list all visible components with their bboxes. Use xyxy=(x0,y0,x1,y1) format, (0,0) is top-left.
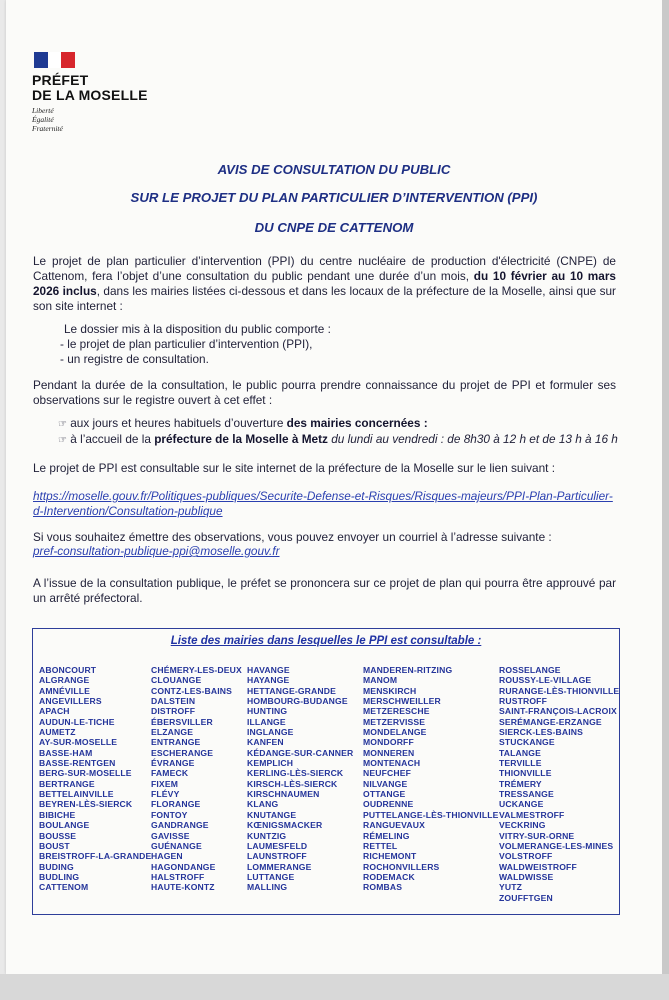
mairie-item: BOUST xyxy=(39,840,70,851)
mairies-column-5 xyxy=(499,665,619,903)
mairie-item: ALGRANGE xyxy=(39,675,90,686)
mairie-item: FIXEM xyxy=(151,778,179,789)
mairie-item: ÉVRANGE xyxy=(151,758,195,769)
mairie-item: LUTTANGE xyxy=(247,871,295,882)
mairie-item: HUNTING xyxy=(247,706,288,717)
mairie-item: BETTELAINVILLE xyxy=(39,789,114,800)
mairie-item: KUNTZIG xyxy=(247,830,287,841)
mairie-item: CATTENOM xyxy=(39,882,89,893)
mairie-item: ROCHONVILLERS xyxy=(363,861,440,872)
logo-title: PRÉFET DE LA MOSELLE xyxy=(32,72,148,103)
mairie-item: TERVILLE xyxy=(499,758,542,769)
mairie-item: TRESSANGE xyxy=(499,789,554,800)
mairie-item: MONDORFF xyxy=(363,737,414,748)
background-strip xyxy=(0,974,669,1000)
mairie-item: THIONVILLE xyxy=(499,768,552,779)
mairie-item: GAVISSE xyxy=(151,830,190,841)
mairie-item: KŒNIGSMACKER xyxy=(247,820,323,831)
mairie-item: METZERVISSE xyxy=(363,716,426,727)
mairie-item: DISTROFF xyxy=(151,706,196,717)
mairie-item: SAINT-FRANÇOIS-LACROIX xyxy=(499,706,617,717)
mairie-item: BUDING xyxy=(39,861,74,872)
mairie-item: FLÉVY xyxy=(151,789,180,800)
mairie-item: WALDWEISTROFF xyxy=(499,861,577,872)
mairies-list-box xyxy=(32,628,620,915)
mairie-item: KÉDANGE-SUR-CANNER xyxy=(247,747,354,758)
mairie-item: INGLANGE xyxy=(247,727,294,738)
mairie-item: ENTRANGE xyxy=(151,737,201,748)
mairie-item: ILLANGE xyxy=(247,716,286,727)
dossier-block: Le dossier mis à la disposition du public comporte : - le projet de plan particulier d’intervention (PPI), - un registre de consultation. xyxy=(60,322,331,366)
prefecture-logo xyxy=(32,52,148,133)
website-link[interactable]: https://moselle.gouv.fr/Politiques-publiques/Securite-Defense-et-Risques/Risques-majeurs/PPI-Plan-Particulier- d-Intervention/Consultation-publique xyxy=(33,489,613,518)
mairie-item: GUÉNANGE xyxy=(151,840,202,851)
conclusion-paragraph: A l’issue de la consultation publique, le préfet se prononcera sur ce projet de plan qui pourra être approuvé par un arrêté préfectoral. xyxy=(33,576,616,605)
mairie-item: NILVANGE xyxy=(363,778,408,789)
mairie-item: TRÉMERY xyxy=(499,778,542,789)
mairie-item: PUTTELANGE-LÈS-THIONVILLE xyxy=(363,809,499,820)
mairie-item: YUTZ xyxy=(499,882,523,893)
mairies-column-4 xyxy=(363,665,499,893)
mairie-item: CONTZ-LES-BAINS xyxy=(151,685,233,696)
mairie-item: AY-SUR-MOSELLE xyxy=(39,737,118,748)
pointing-hand-icon: ☞ xyxy=(58,435,67,446)
mairie-item: MALLING xyxy=(247,882,288,893)
mairie-item: RICHEMONT xyxy=(363,851,417,862)
mairie-item: MONDELANGE xyxy=(363,727,427,738)
mairie-item: WALDWISSE xyxy=(499,871,554,882)
title-line-1: AVIS DE CONSULTATION DU PUBLIC xyxy=(217,162,451,177)
mairie-item: UCKANGE xyxy=(499,799,544,810)
mairie-item: VECKRING xyxy=(499,820,546,831)
mairies-column-1 xyxy=(39,665,151,893)
mairie-item: KNUTANGE xyxy=(247,809,297,820)
mairie-item: MANOM xyxy=(363,675,398,686)
mairie-item: RODEMACK xyxy=(363,871,415,882)
page-edge xyxy=(662,0,669,1000)
mairie-item: HAVANGE xyxy=(247,665,290,675)
consultation-paragraph: Pendant la durée de la consultation, le public pourra prendre connaissance du projet de PPI et formuler ses observations sur le registre ouvert à cet effet : xyxy=(33,378,616,407)
mairie-item: ELZANGE xyxy=(151,727,194,738)
mairie-item: DALSTEIN xyxy=(151,696,196,707)
email-link[interactable]: pref-consultation-publique-ppi@moselle.gouv.fr xyxy=(33,544,280,558)
mairie-item: KIRSCHNAUMEN xyxy=(247,789,320,800)
mairie-item: LOMMERANGE xyxy=(247,861,312,872)
mairie-item: RUSTROFF xyxy=(499,696,547,707)
mairie-item: LAUNSTROFF xyxy=(247,851,307,862)
mairie-item: SIERCK-LES-BAINS xyxy=(499,727,584,738)
mairies-column-3 xyxy=(247,665,353,893)
mairies-list-title: Liste des mairies dans lesquelles le PPI est consultable : xyxy=(170,635,482,647)
mairie-item: KANFEN xyxy=(247,737,284,748)
mairie-item: BOUSSE xyxy=(39,830,77,841)
mairie-item: GANDRANGE xyxy=(151,820,209,831)
mairie-item: KEMPLICH xyxy=(247,758,294,769)
website-paragraph: Le projet de PPI est consultable sur le site internet de la préfecture de la Moselle sur le lien suivant : xyxy=(33,461,555,475)
mairie-item: NEUFCHEF xyxy=(363,768,411,779)
mairie-item: STUCKANGE xyxy=(499,737,555,748)
mairie-item: ANGEVILLERS xyxy=(39,696,102,707)
bullet-mairies: ☞ aux jours et heures habituels d’ouverture des mairies concernées : xyxy=(58,416,428,430)
email-paragraph: Si vous souhaitez émettre des observations, vous pouvez envoyer un courriel à l’adresse suivante : xyxy=(33,530,552,544)
mairie-item: ROSSELANGE xyxy=(499,665,561,675)
mairie-item: KERLING-LÈS-SIERCK xyxy=(247,768,344,779)
mairie-item: BREISTROFF-LA-GRANDE xyxy=(39,851,152,862)
mairie-item: AMNÉVILLE xyxy=(39,685,91,696)
mairie-item: BIBICHE xyxy=(39,809,76,820)
mairie-item: MONNEREN xyxy=(363,747,415,758)
mairie-item: BOULANGE xyxy=(39,820,90,831)
mairie-item: MANDEREN-RITZING xyxy=(363,665,453,675)
mairie-item: VITRY-SUR-ORNE xyxy=(499,830,575,841)
french-flag-icon xyxy=(34,52,75,68)
mairie-item: ESCHERANGE xyxy=(151,747,214,758)
mairie-item: KIRSCH-LÈS-SIERCK xyxy=(247,778,338,789)
mairie-item: BUDLING xyxy=(39,871,80,882)
mairie-item: ZOUFFTGEN xyxy=(499,892,553,903)
mairie-item: HAGEN xyxy=(151,851,183,862)
mairie-item: OTTANGE xyxy=(363,789,406,800)
mairie-item: HALSTROFF xyxy=(151,871,205,882)
mairie-item: RANGUEVAUX xyxy=(363,820,425,831)
title-line-3: DU CNPE DE CATTENOM xyxy=(254,220,414,235)
mairie-item: BERTRANGE xyxy=(39,778,95,789)
mairie-item: TALANGE xyxy=(499,747,541,758)
mairie-item: BEYREN-LÈS-SIERCK xyxy=(39,799,133,810)
mairie-item: ROMBAS xyxy=(363,882,403,893)
mairie-item: HAYANGE xyxy=(247,675,290,686)
document-page xyxy=(6,0,662,974)
mairie-item: RETTEL xyxy=(363,840,398,851)
mairie-item: APACH xyxy=(39,706,70,717)
mairie-item: HETTANGE-GRANDE xyxy=(247,685,336,696)
intro-paragraph: Le projet de plan particulier d’intervention (PPI) du centre nucléaire de production d'électricité (CNPE) de Cattenom, fera l’objet d’une consultation du public pendant une durée d’un mois, du 10 février au 10 mars 2026 inclus, dans les mairies listées ci-dessous et dans les locaux de la préfecture de la Moselle, ainsi que sur son site internet : xyxy=(33,254,616,313)
mairie-item: ÉBERSVILLER xyxy=(151,716,213,727)
mairie-item: BASSE-HAM xyxy=(39,747,93,758)
mairie-item: MONTENACH xyxy=(363,758,421,769)
mairie-item: LAUMESFELD xyxy=(247,840,308,851)
mairie-item: METZERESCHE xyxy=(363,706,430,717)
mairie-item: FONTOY xyxy=(151,809,188,820)
mairie-item: VOLSTROFF xyxy=(499,851,553,862)
mairie-item: HAGONDANGE xyxy=(151,861,216,872)
mairie-item: HAUTE-KONTZ xyxy=(151,882,215,893)
mairie-item: ROUSSY-LE-VILLAGE xyxy=(499,675,592,686)
mairie-item: OUDRENNE xyxy=(363,799,414,810)
mairie-item: SERÉMANGE-ERZANGE xyxy=(499,716,602,727)
mairie-item: RÉMELING xyxy=(363,830,410,841)
mairie-item: CLOUANGE xyxy=(151,675,202,686)
mairie-item: HOMBOURG-BUDANGE xyxy=(247,696,348,707)
motto: Liberté Égalité Fraternité xyxy=(32,106,63,133)
mairie-item: FAMECK xyxy=(151,768,189,779)
title-line-2: SUR LE PROJET DU PLAN PARTICULIER D’INTERVENTION (PPI) xyxy=(130,190,538,205)
mairie-item: MENSKIRCH xyxy=(363,685,417,696)
pointing-hand-icon: ☞ xyxy=(58,419,67,430)
mairie-item: AUMETZ xyxy=(39,727,76,738)
mairie-item: FLORANGE xyxy=(151,799,201,810)
mairie-item: RURANGE-LÈS-THIONVILLE xyxy=(499,685,620,696)
mairie-item: VALMESTROFF xyxy=(499,809,565,820)
mairie-item: CHÉMERY-LES-DEUX xyxy=(151,665,242,675)
mairie-item: KLANG xyxy=(247,799,279,810)
mairie-item: VOLMERANGE-LES-MINES xyxy=(499,840,614,851)
mairie-item: MERSCHWEILLER xyxy=(363,696,441,707)
mairie-item: BASSE-RENTGEN xyxy=(39,758,116,769)
mairie-item: ABONCOURT xyxy=(39,665,97,675)
bullet-prefecture: ☞ à l’accueil de la préfecture de la Moselle à Metz du lundi au vendredi : de 8h30 à 12 h et de 13 h à 16 h xyxy=(58,432,618,446)
mairies-column-2 xyxy=(151,665,242,893)
mairie-item: BERG-SUR-MOSELLE xyxy=(39,768,132,779)
mairie-item: AUDUN-LE-TICHE xyxy=(39,716,115,727)
